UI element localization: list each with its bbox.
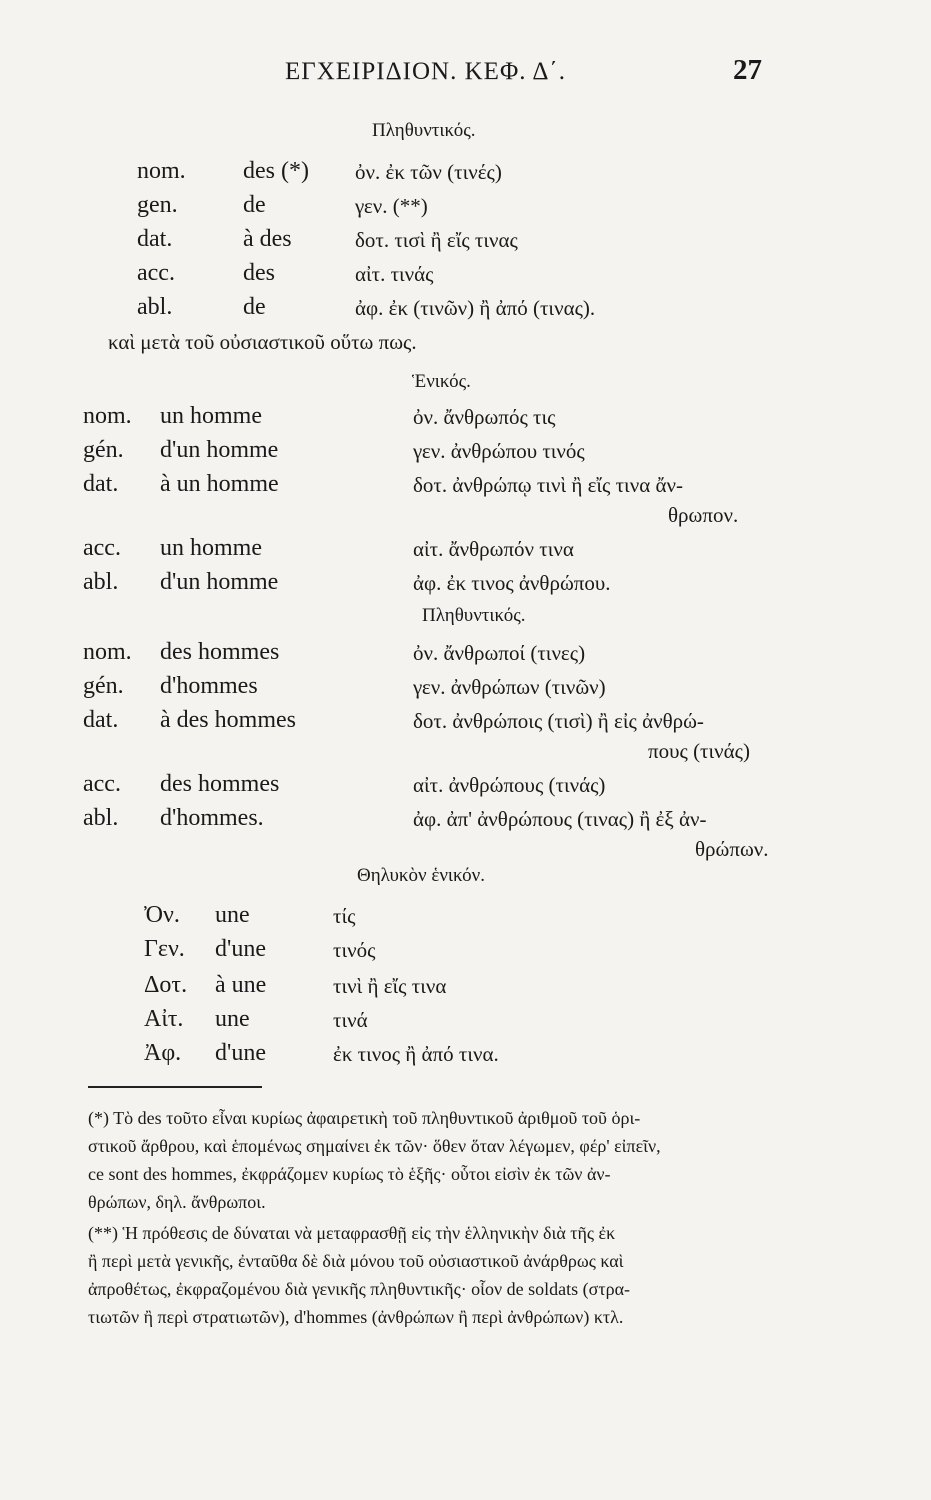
french-form: de: [243, 294, 266, 320]
french-form: des (*): [243, 158, 309, 184]
french-form: des: [243, 260, 275, 286]
greek-form: ὀν. ἄνθρωπός τις: [413, 405, 556, 429]
case-label: Ἀφ.: [144, 1040, 182, 1066]
footnote-line: θρώπων, δηλ. ἄνθρωποι.: [88, 1192, 266, 1212]
case-label: abl.: [137, 294, 173, 320]
french-form: d'hommes: [160, 673, 258, 699]
greek-form: αἰτ. ἄνθρωπόν τινα: [413, 537, 574, 561]
french-form: un homme: [160, 403, 262, 429]
greek-continuation: θρωπον.: [668, 503, 739, 527]
greek-form: δοτ. ἀνθρώποις (τισὶ) ἢ εἰς ἀνθρώ-: [413, 709, 704, 733]
section-heading: Ἑνικός.: [412, 371, 471, 392]
greek-form: τινά: [333, 1008, 368, 1032]
case-label: acc.: [83, 771, 121, 797]
greek-form: ἀφ. ἐκ (τινῶν) ἢ ἀπό (τινας).: [355, 296, 596, 320]
greek-form: γεν. ἀνθρώπων (τινῶν): [413, 675, 606, 699]
footnote-line: ἀπροθέτως, ἐκφραζομένου διὰ γενικῆς πληθυντικῆς· οἷον de soldats (στρα-: [88, 1279, 630, 1299]
greek-form: ὀν. ἐκ τῶν (τινές): [355, 160, 502, 184]
case-label: acc.: [137, 260, 175, 286]
french-form: de: [243, 192, 266, 218]
case-label: Γεν.: [144, 936, 185, 962]
french-form: à des: [243, 226, 292, 252]
greek-form: δοτ. τισὶ ἢ εἴς τινας: [355, 228, 518, 252]
case-label: acc.: [83, 535, 121, 561]
greek-form: ὀν. ἄνθρωποί (τινες): [413, 641, 586, 665]
french-form: des hommes: [160, 639, 280, 665]
case-label: nom.: [137, 158, 186, 184]
french-form: à des hommes: [160, 707, 296, 733]
greek-continuation: πους (τινάς): [648, 739, 750, 763]
footnote-rule: [88, 1086, 262, 1088]
french-form: d'un homme: [160, 437, 279, 463]
footnote-1: [88, 1104, 798, 1216]
section-heading: Πληθυντικός.: [422, 605, 526, 626]
case-label: nom.: [83, 403, 132, 429]
greek-form: γεν. ἀνθρώπου τινός: [413, 439, 585, 463]
case-label: gén.: [83, 673, 124, 699]
footnote-2: [88, 1219, 798, 1331]
french-form: d'hommes.: [160, 805, 264, 831]
footnote-line: (*) Τὸ des τοῦτο εἶναι κυρίως ἀφαιρετικὴ τοῦ πληθυντικοῦ ἀριθμοῦ τοῦ ὁρι-: [88, 1108, 641, 1128]
french-form: des hommes: [160, 771, 280, 797]
french-form: à un homme: [160, 471, 279, 497]
french-form: un homme: [160, 535, 262, 561]
french-form: une: [215, 1006, 250, 1032]
french-form: d'une: [215, 1040, 266, 1066]
french-form: d'un homme: [160, 569, 279, 595]
section-heading: Πληθυντικός.: [372, 120, 476, 141]
case-label: dat.: [83, 707, 119, 733]
section-heading: Θηλυκὸν ἑνικόν.: [357, 865, 486, 886]
page-number: 27: [733, 54, 762, 86]
french-form: une: [215, 902, 250, 928]
case-label: nom.: [83, 639, 132, 665]
greek-form: τίς: [333, 904, 356, 928]
footnote-line: τιωτῶν ἢ περὶ στρατιωτῶν), d'hommes (ἀνθρώπων ἢ περὶ ἀνθρώπων) κτλ.: [88, 1307, 624, 1327]
case-label: Δοτ.: [144, 972, 188, 998]
greek-form: ἀφ. ἀπ' ἀνθρώπους (τινας) ἢ ἐξ ἀν-: [413, 807, 707, 831]
greek-form: ἀφ. ἐκ τινος ἀνθρώπου.: [413, 571, 611, 595]
case-label: gen.: [137, 192, 178, 218]
greek-form: αἰτ. ἀνθρώπους (τινάς): [413, 773, 606, 797]
greek-form: γεν. (**): [355, 194, 428, 218]
footnote-line: ce sont des hommes, ἐκφράζομεν κυρίως τὸ ἑξῆς· οὗτοι εἰσὶν ἐκ τῶν ἀν-: [88, 1164, 611, 1184]
french-form: à une: [215, 972, 267, 998]
case-label: gén.: [83, 437, 124, 463]
greek-form: αἰτ. τινάς: [355, 262, 434, 286]
greek-form: δοτ. ἀνθρώπῳ τινὶ ἢ εἴς τινα ἄν-: [413, 473, 683, 497]
greek-form: τινὶ ἢ εἴς τινα: [333, 974, 447, 998]
case-label: Αἰτ.: [144, 1006, 184, 1032]
footnote-line: (**) Ἡ πρόθεσις de δύναται νὰ μεταφρασθῇ εἰς τὴν ἑλληνικὴν διὰ τῆς ἐκ: [88, 1223, 616, 1243]
case-label: abl.: [83, 805, 119, 831]
case-label: abl.: [83, 569, 119, 595]
greek-form: τινός: [333, 938, 376, 962]
greek-form: ἐκ τινος ἢ ἀπό τινα.: [333, 1042, 499, 1066]
case-label: Ὀν.: [144, 902, 180, 928]
footnote-line: στικοῦ ἄρθρου, καὶ ἑπομένως σημαίνει ἐκ τῶν· ὅθεν ὅταν λέγωμεν, φέρ' εἰπεῖν,: [88, 1136, 661, 1156]
footnote-line: ἢ περὶ μετὰ γενικῆς, ἐνταῦθα δὲ διὰ μόνου τοῦ οὐσιαστικοῦ ἀνάρθρως καὶ: [88, 1251, 624, 1271]
greek-continuation: θρώπων.: [695, 837, 769, 861]
running-head: ΕΓΧΕΙΡΙΔΙΟΝ. ΚΕΦ. Δ΄.: [285, 58, 566, 85]
connecting-note: καὶ μετὰ τοῦ οὐσιαστικοῦ οὕτω πως.: [108, 330, 417, 354]
case-label: dat.: [83, 471, 119, 497]
case-label: dat.: [137, 226, 173, 252]
french-form: d'une: [215, 936, 266, 962]
